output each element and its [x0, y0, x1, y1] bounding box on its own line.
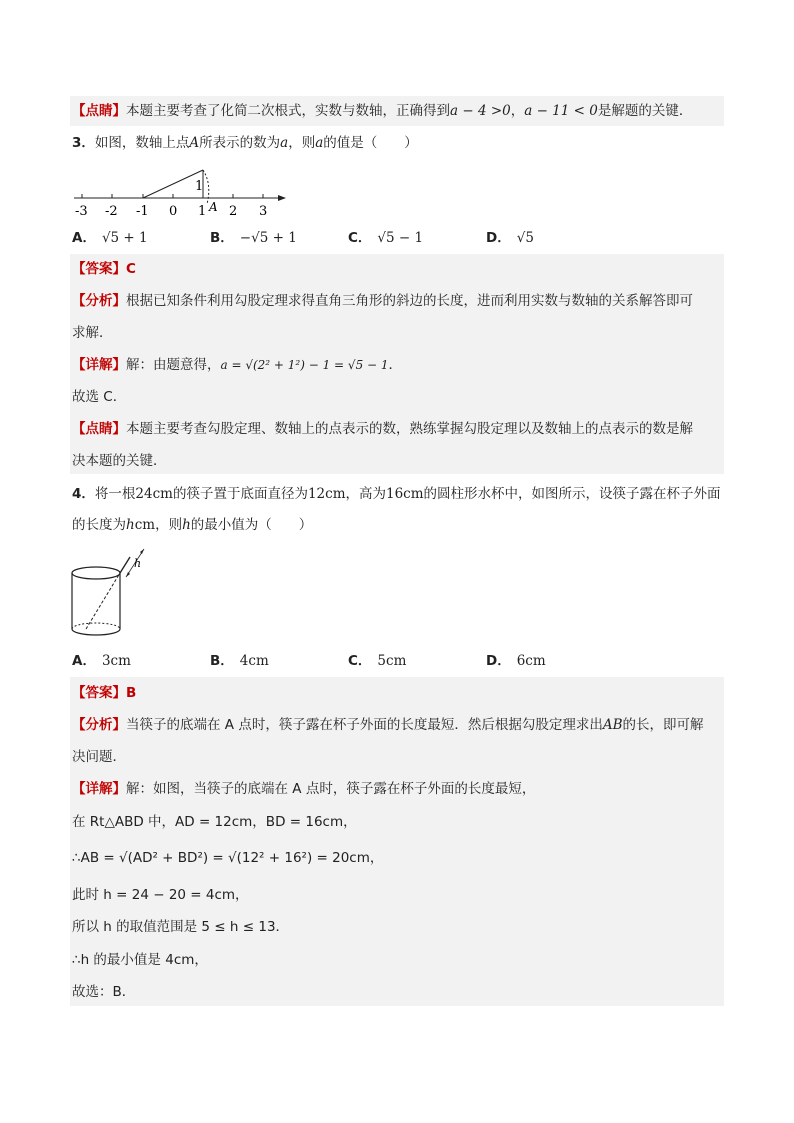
note-line-prev: 【点睛】本题主要考查了化简二次根式，实数与数轴，正确得到a − 4 >0，a − 11 < 0是解题的关键．: [72, 103, 693, 119]
q3-analysis-line-2: 求解．: [72, 325, 113, 341]
point-a-label: A: [209, 200, 218, 214]
q4-option-b[interactable]: B． 4cm: [210, 653, 269, 669]
q3-choose: 故选 C．: [72, 389, 127, 405]
height-label: 1: [195, 179, 204, 194]
tick-label: -3: [75, 204, 88, 219]
tick-label: 3: [259, 204, 268, 219]
q3-note-line-2: 决本题的关键．: [72, 453, 167, 469]
q4-option-a[interactable]: A． 3cm: [72, 653, 131, 669]
q3-analysis-line-1: 【分析】根据已知条件利用勾股定理求得直角三角形的斜边的长度，进而利用实数与数轴的关系解答即可: [72, 293, 693, 309]
q4-answer: 【答案】B: [72, 685, 137, 701]
tick-label: 1: [198, 204, 207, 219]
q3-option-a[interactable]: A． √5 + 1: [72, 230, 148, 246]
q4-analysis-line-1: 【分析】当筷子的底端在 A 点时，筷子露在杯子外面的长度最短．然后根据勾股定理求出AB的长，即可解: [72, 717, 704, 733]
question-3-stem: 3．如图，数轴上点A所表示的数为a，则a的值是（ ）: [72, 135, 418, 151]
q4-detail-line-5: 所以 h 的取值范围是 5 ≤ h ≤ 13．: [72, 919, 290, 935]
tick-label: -2: [105, 204, 118, 219]
question-4-stem-line-1: 4．将一根24cm的筷子置于底面直径为12cm，高为16cm的圆柱形水杯中，如图所示，设筷子露在杯子外面: [72, 486, 721, 502]
tick-label: -1: [136, 204, 149, 219]
number-line-figure: [70, 160, 290, 222]
q3-detail: 【详解】解：由题意得，a = √(2² + 1²) − 1 = √5 − 1．: [72, 357, 403, 373]
q4-analysis-line-2: 决问题．: [72, 749, 126, 765]
cup-figure: [68, 543, 158, 643]
q4-detail-line-1: 【详解】解：如图，当筷子的底端在 A 点时，筷子露在杯子外面的长度最短，: [72, 781, 536, 797]
q3-option-b[interactable]: B． −√5 + 1: [210, 230, 297, 246]
q3-answer: 【答案】C: [72, 261, 136, 277]
q4-detail-line-6: ∴h 的最小值是 4cm，: [72, 952, 208, 968]
q4-option-c[interactable]: C． 5cm: [348, 653, 407, 669]
q4-detail-line-3: ∴AB = √(AD² + BD²) = √(12² + 16²) = 20cm，: [72, 850, 384, 866]
cup-bottom-back: [72, 623, 120, 629]
q4-option-d[interactable]: D． 6cm: [486, 653, 546, 669]
hypotenuse: [143, 170, 203, 198]
note-tag: 【点睛】: [72, 103, 126, 119]
q4-choose: 故选：B．: [72, 984, 136, 1000]
q3-option-c[interactable]: C． √5 − 1: [348, 230, 424, 246]
q3-option-d[interactable]: D． √5: [486, 230, 534, 246]
tick-label: 0: [169, 204, 178, 219]
q4-detail-line-2: 在 Rt△ABD 中，AD = 12cm，BD = 16cm，: [72, 814, 357, 830]
q4-detail-line-4: 此时 h = 24 − 20 = 4cm，: [72, 887, 249, 903]
cup-top-rim: [72, 567, 120, 579]
tick-label: 2: [229, 204, 238, 219]
chopstick-outside: [120, 557, 130, 573]
arc-dashed: [203, 170, 209, 204]
cup-bottom-front: [72, 629, 120, 635]
chopstick-inside: [86, 573, 120, 629]
question-4-stem-line-2: 的长度为hcm，则h的最小值为（ ）: [72, 517, 313, 533]
q3-note-line-1: 【点睛】本题主要考查勾股定理、数轴上的点表示的数，熟练掌握勾股定理以及数轴上的点表示的数是解: [72, 421, 693, 437]
h-label: h: [134, 557, 142, 570]
